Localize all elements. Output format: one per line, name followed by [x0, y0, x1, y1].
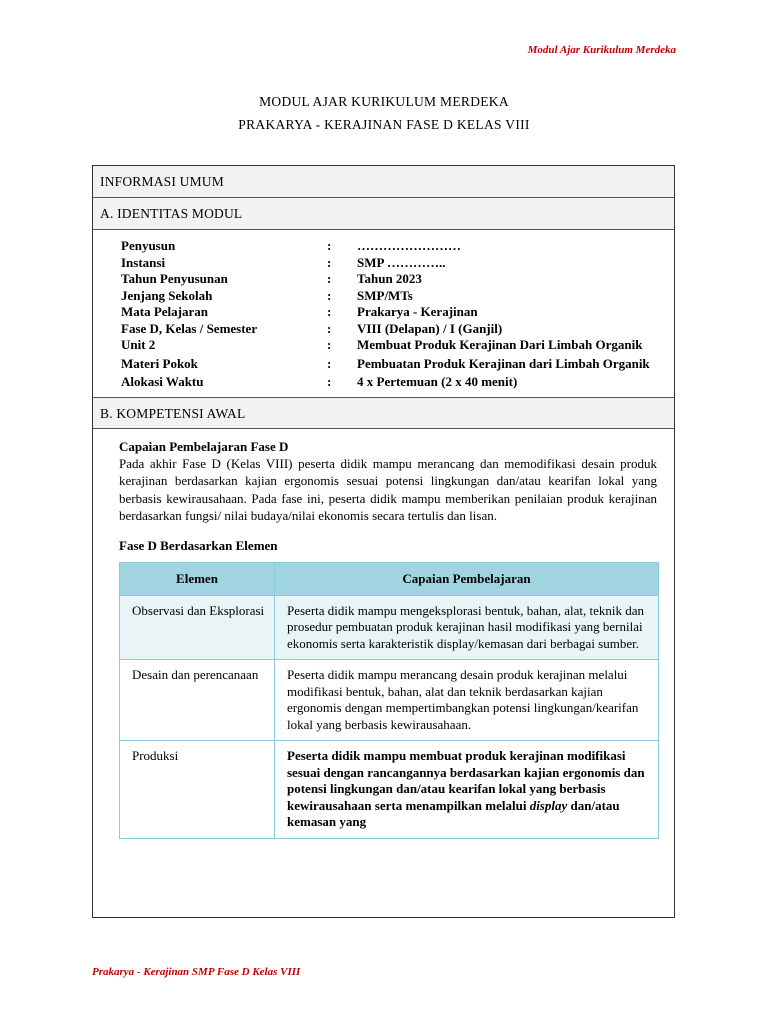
elemen-cell: Desain dan perencanaan — [120, 660, 275, 741]
page-footer: Prakarya - Kerajinan SMP Fase D Kelas VIII — [92, 966, 301, 978]
running-header: Modul Ajar Kurikulum Merdeka — [527, 44, 676, 56]
identitas-key: Tahun Penyusunan — [121, 271, 228, 286]
identitas-value: Pembuatan Produk Kerajinan dari Limbah Organik — [357, 355, 650, 371]
fase-title: Fase D Berdasarkan Elemen — [119, 537, 278, 553]
section-identitas-modul: A. IDENTITAS MODUL — [93, 198, 674, 230]
identitas-key: Unit 2 — [121, 337, 156, 352]
identitas-value: Tahun 2023 — [357, 271, 422, 286]
table-row — [120, 660, 659, 741]
identitas-sep: : — [327, 337, 332, 352]
identitas-row — [121, 304, 674, 321]
table-row — [120, 741, 659, 839]
identitas-sep: : — [327, 374, 332, 389]
identitas-value: VIII (Delapan) / I (Ganjil) — [357, 320, 503, 336]
cp-title: Capaian Pembelajaran Fase D — [119, 438, 289, 454]
identitas-key: Mata Pelajaran — [121, 304, 209, 319]
identitas-sep: : — [327, 271, 332, 286]
identitas-row — [121, 374, 674, 391]
identitas-row — [121, 356, 674, 373]
identitas-sep: : — [327, 238, 332, 253]
identitas-value: SMP ………….. — [357, 254, 446, 270]
module-info-box — [92, 165, 675, 918]
identitas-value: …………………… — [357, 238, 461, 253]
identitas-row — [121, 337, 674, 354]
elemen-cell: Observasi dan Eksplorasi — [120, 595, 275, 660]
capaian-text: Peserta didik mampu membuat produk kerajinan modifikasi sesuai dengan rancangannya berdasarkan kajian ergonomis dan potensi lingkungan dan/atau kearifan lokal yang berbasis kewirausahaan serta menampilkan melalui — [287, 748, 645, 813]
capaian-cell: Peserta didik mampu merancang desain produk kerajinan melalui modifikasi bentuk, bahan, alat dan teknik berdasarkan kajian ergonomis dengan mempertimbangkan potensi lingkungan/kearifan lokal yang berbasis kewirausahaan. — [275, 660, 659, 741]
identitas-sep: : — [327, 304, 332, 319]
kompetensi-content — [93, 429, 674, 839]
elemen-cell: Produksi — [120, 741, 275, 839]
elemen-table — [119, 562, 659, 839]
column-header-elemen: Elemen — [120, 562, 275, 595]
capaian-cell: Peserta didik mampu mengeksplorasi bentuk, bahan, alat, teknik dan prosedur pembuatan produk kerajinan hasil modifikasi yang bernilai ekonomis serta karakteristik display/kemasan dari berbagai sumber. — [275, 595, 659, 660]
identitas-list — [93, 230, 674, 397]
identitas-key: Jenjang Sekolah — [121, 287, 213, 303]
document-title: MODUL AJAR KURIKULUM MERDEKA — [259, 94, 509, 109]
identitas-row — [121, 271, 674, 288]
column-header-capaian: Capaian Pembelajaran — [275, 562, 659, 595]
table-header-row — [120, 562, 659, 595]
identitas-row — [121, 288, 674, 305]
cp-paragraph: Pada akhir Fase D (Kelas VIII) peserta didik mampu merancang dan memodifikasi desain produk kerajinan berdasarkan kajian ergonomis sesuai potensi lingkungan dan/atau kearifan lokal yang berbasis kewirausahaan. Pada fase ini, peserta didik mampu memberikan penilaian produk kerajinan berdasarkan fungsi/ nilai budaya/nilai ekonomis secara tertulis dan lisan. — [119, 455, 657, 523]
identitas-value: 4 x Pertemuan (2 x 40 menit) — [357, 374, 518, 389]
identitas-value: SMP/MTs — [357, 287, 413, 303]
identitas-sep: : — [327, 355, 332, 371]
identitas-value: Prakarya - Kerajinan — [357, 304, 478, 319]
identitas-key: Materi Pokok — [121, 355, 198, 371]
section-informasi-umum: INFORMASI UMUM — [93, 166, 674, 198]
identitas-sep: : — [327, 254, 332, 270]
identitas-value: Membuat Produk Kerajinan Dari Limbah Organik — [357, 337, 643, 352]
identitas-key: Instansi — [121, 254, 166, 270]
identitas-key: Fase D, Kelas / Semester — [121, 320, 258, 336]
identitas-sep: : — [327, 320, 332, 336]
identitas-sep: : — [327, 287, 332, 303]
section-kompetensi-awal: B. KOMPETENSI AWAL — [93, 397, 674, 429]
identitas-row — [121, 321, 674, 338]
capaian-text-end: dan/atau kemasan yang — [287, 797, 620, 829]
document-subtitle: PRAKARYA - KERAJINAN FASE D KELAS VIII — [238, 117, 530, 132]
identitas-key: Alokasi Waktu — [121, 374, 204, 389]
identitas-key: Penyusun — [121, 238, 176, 253]
capaian-cell — [275, 741, 659, 839]
capaian-emphasis: display — [529, 797, 568, 813]
identitas-row — [121, 238, 674, 255]
identitas-row — [121, 255, 674, 272]
table-row — [120, 595, 659, 660]
